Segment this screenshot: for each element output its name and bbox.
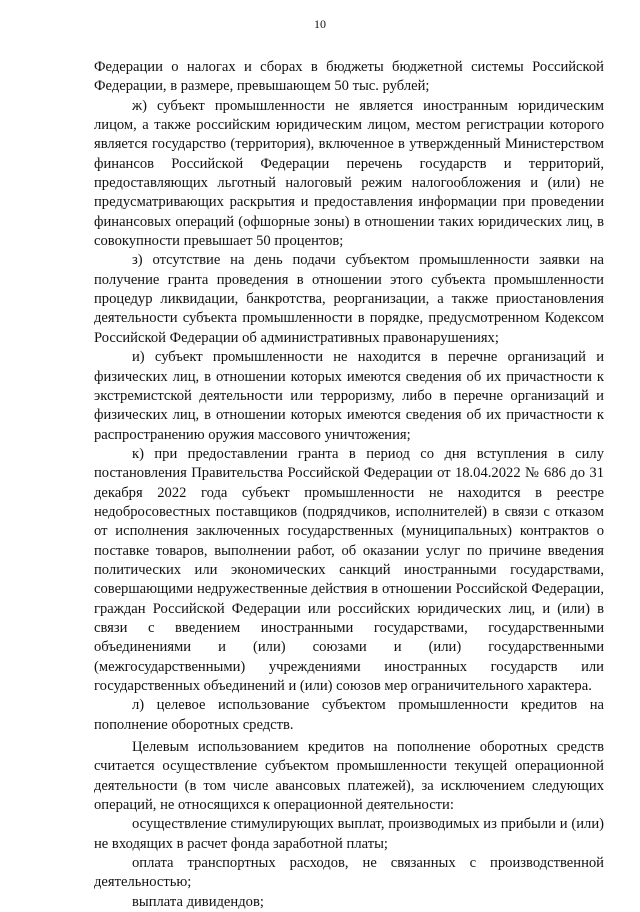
paragraph-continuation: Федерации о налогах и сборах в бюджеты бюджетной системы Российской Федерации, в размере, превышающем 50 тыс. рублей; (94, 59, 604, 95)
paragraph-item-i: и) субъект промышленности не находится в перечне организаций и физических лиц, в отношении которых имеются сведения об их причастности к экстремистской деятельности или терроризму, либо в перечне организаций и физических лиц, в отношении которых имеются сведения об их причастности к распространению оружия массового уничтожения; (94, 349, 604, 443)
paragraph-item-z: з) отсутствие на день подачи субъектом промышленности заявки на получение гранта проведения в отношении этого субъекта промышленности процедур ликвидации, банкротства, реорганизации, а также приостановления деятельности субъекта промышленности в порядке, предусмотренном Кодексом Российской Федерации об административных правонарушениях; (94, 252, 604, 346)
paragraph-target-use-definition: Целевым использованием кредитов на пополнение оборотных средств считается осуществление субъектом промышленности текущей операционной деятельности (в том числе авансовых платежей), за исключением следующих операций, не относящихся к операционной деятельности: (94, 739, 604, 814)
page-number: 10 (314, 17, 326, 31)
paragraph-exclusion-dividends: выплата дивидендов; (132, 893, 264, 910)
paragraph-item-k: к) при предоставлении гранта в период со дня вступления в силу постановления Правительства Российской Федерации от 18.04.2022 № 686 до 31 декабря 2022 года субъект промышленности не находится в реестре недобросовестных поставщиков (подрядчиков, исполнителей) в связи с отказом от исполнения заключенных государственных (муниципальных) контрактов о поставке товаров, выполнении работ, об оказании услуг по причине введения политических или экономических санкций иностранными государствами, совершающими недружественные действия в отношении Российской Федерации, граждан Российской Федерации или российских юридических лиц, и (или) в связи с введением иностранными государствами, государственными объединениями и (или) союзами и (или) государственными (межгосударственными) учреждениями иностранных государств или государственных объединений и (или) союзов мер ограничительного характера. (94, 445, 604, 694)
paragraph-item-zh: ж) субъект промышленности не является иностранным юридическим лицом, а также российским юридическим лицом, местом регистрации которого является государство (территория), включенное в утвержденный Министерством финансов Российской Федерации перечень государств и территорий, предоставляющих льготный налоговый режим налогообложения и (или) не предусматривающих раскрытия и предоставления информации при проведении финансовых операций (офшорные зоны) в отношении таких юридических лиц, в совокупности превышает 50 процентов; (94, 97, 604, 250)
paragraph-exclusion-incentive-payments: осуществление стимулирующих выплат, производимых из прибыли и (или) не входящих в расчет фонда заработной платы; (94, 816, 604, 852)
paragraph-exclusion-transport-costs: оплата транспортных расходов, не связанных с производственной деятельностью; (94, 855, 604, 891)
paragraph-item-l: л) целевое использование субъектом промышленности кредитов на пополнение оборотных средств. (94, 697, 604, 733)
document-body (94, 58, 604, 912)
